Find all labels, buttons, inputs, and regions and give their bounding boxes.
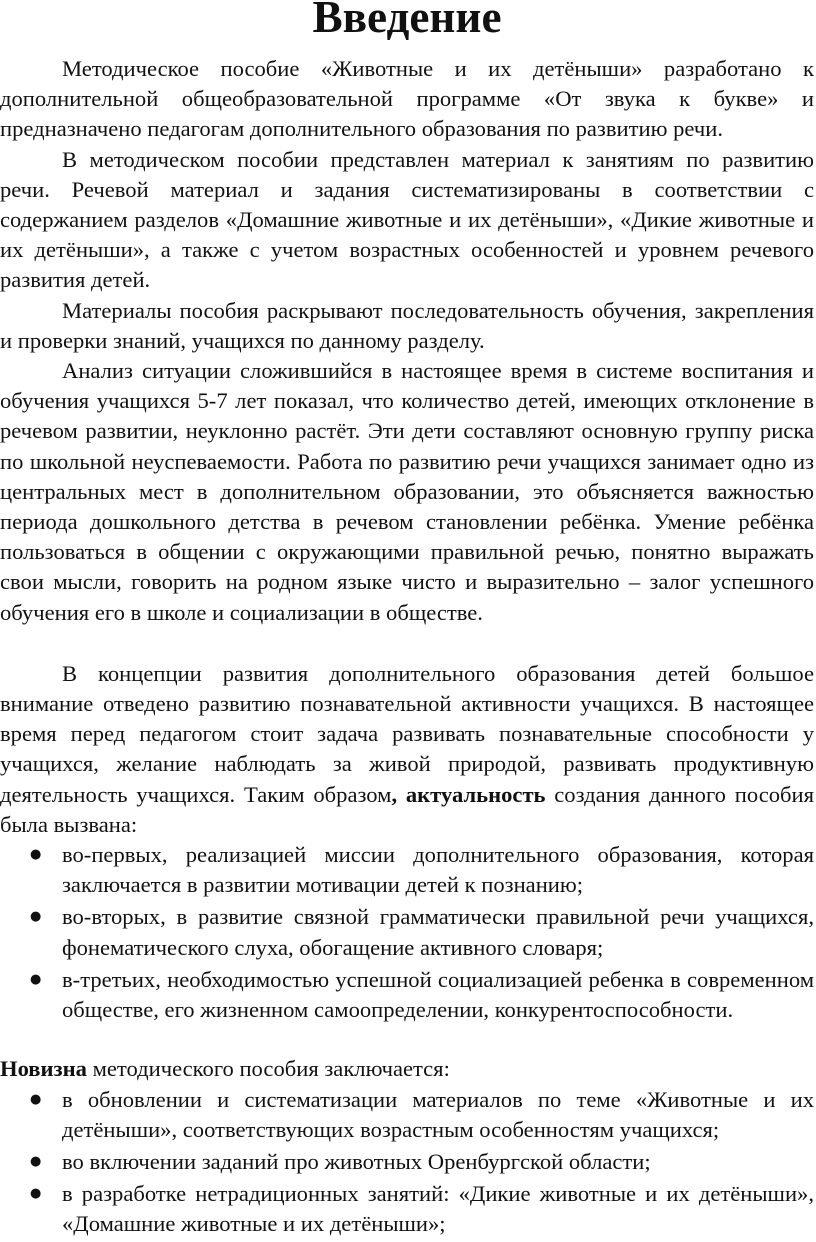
relevance-list (0, 840, 814, 1025)
concept-text-end: создания данного пособия была вызвана: (0, 781, 814, 837)
paragraph-material: В методическом пособии представлен материал к занятиям по развитию речи. Речевой материал и задания систематизированы в соответствии с содержанием разделов «Домашние животные и их детёныши», «Дикие животные и их детёныши», а также с учетом возрастных особенностей и уровнем речевого развития детей. (0, 146, 814, 293)
list-item: ● в обновлении и систематизации материалов по теме «Животные и их детёныши», соответствующих возрастным особенностям учащихся; (0, 1085, 814, 1145)
novelty-text: методического пособия заключается: (86, 1056, 450, 1082)
list-item: ● во включении заданий про животных Оренбургской области; (0, 1147, 814, 1177)
paragraph-sequence: Материалы пособия раскрывают последовательность обучения, закрепления и проверки знаний, учащихся по данному разделу. (0, 297, 814, 353)
list-item: ● в разработке нетрадиционных занятий: «Дикие животные и их детёныши», «Домашние животные и их детёныши»; (0, 1179, 814, 1239)
page-title: Введение (312, 0, 502, 42)
list-item: ● во-первых, реализацией миссии дополнительного образования, которая заключается в развитии мотивации детей к познанию; (0, 840, 814, 900)
paragraph-analysis: Анализ ситуации сложившийся в настоящее время в системе воспитания и обучения учащихся 5-7 лет показал, что количество детей, имеющих отклонение в речевом развитии, неуклонно растёт. Эти дети составляют основную группу риска по школьной неуспеваемости. Работа по развитию речи учащихся занимает одно из центральных мест в дополнительном образовании, это объясняется важностью периода дошкольного детства в речевом становлении ребёнка. Умение ребёнка пользоваться в общении с окружающими правильной речью, понятно выражать свои мысли, говорить на родном языке чисто и выразительно – залог успешного обучения его в школе и социализации в обществе. (0, 358, 814, 625)
relevance-keyword: , актуальность (391, 781, 546, 807)
paragraph-concept (0, 659, 814, 840)
concept-text: В концепции развития дополнительного образования детей большое внимание отведено развитию познавательной активности учащихся. В настоящее время перед педагогом стоит задача развивать познавательные способности у учащихся, желание наблюдать за живой природой, развивать продуктивную деятельность учащихся. Таким образом (0, 660, 814, 807)
novelty-heading (0, 1054, 814, 1084)
novelty-list (0, 1085, 814, 1240)
paragraph-intro: Методическое пособие «Животные и их детёныши» разработано к дополнительной общеобразовательной программе «От звука к букве» и предназначено педагогам дополнительного образования по развитию речи. (0, 56, 814, 142)
list-item: ● во-вторых, в развитие связной грамматически правильной речи учащихся, фонематического слуха, обогащение активного словаря; (0, 902, 814, 962)
list-item: ● в-третьих, необходимостью успешной социализацией ребенка в современном обществе, его жизненном самоопределении, конкурентоспособности. (0, 965, 814, 1025)
novelty-keyword: Новизна (0, 1056, 87, 1082)
